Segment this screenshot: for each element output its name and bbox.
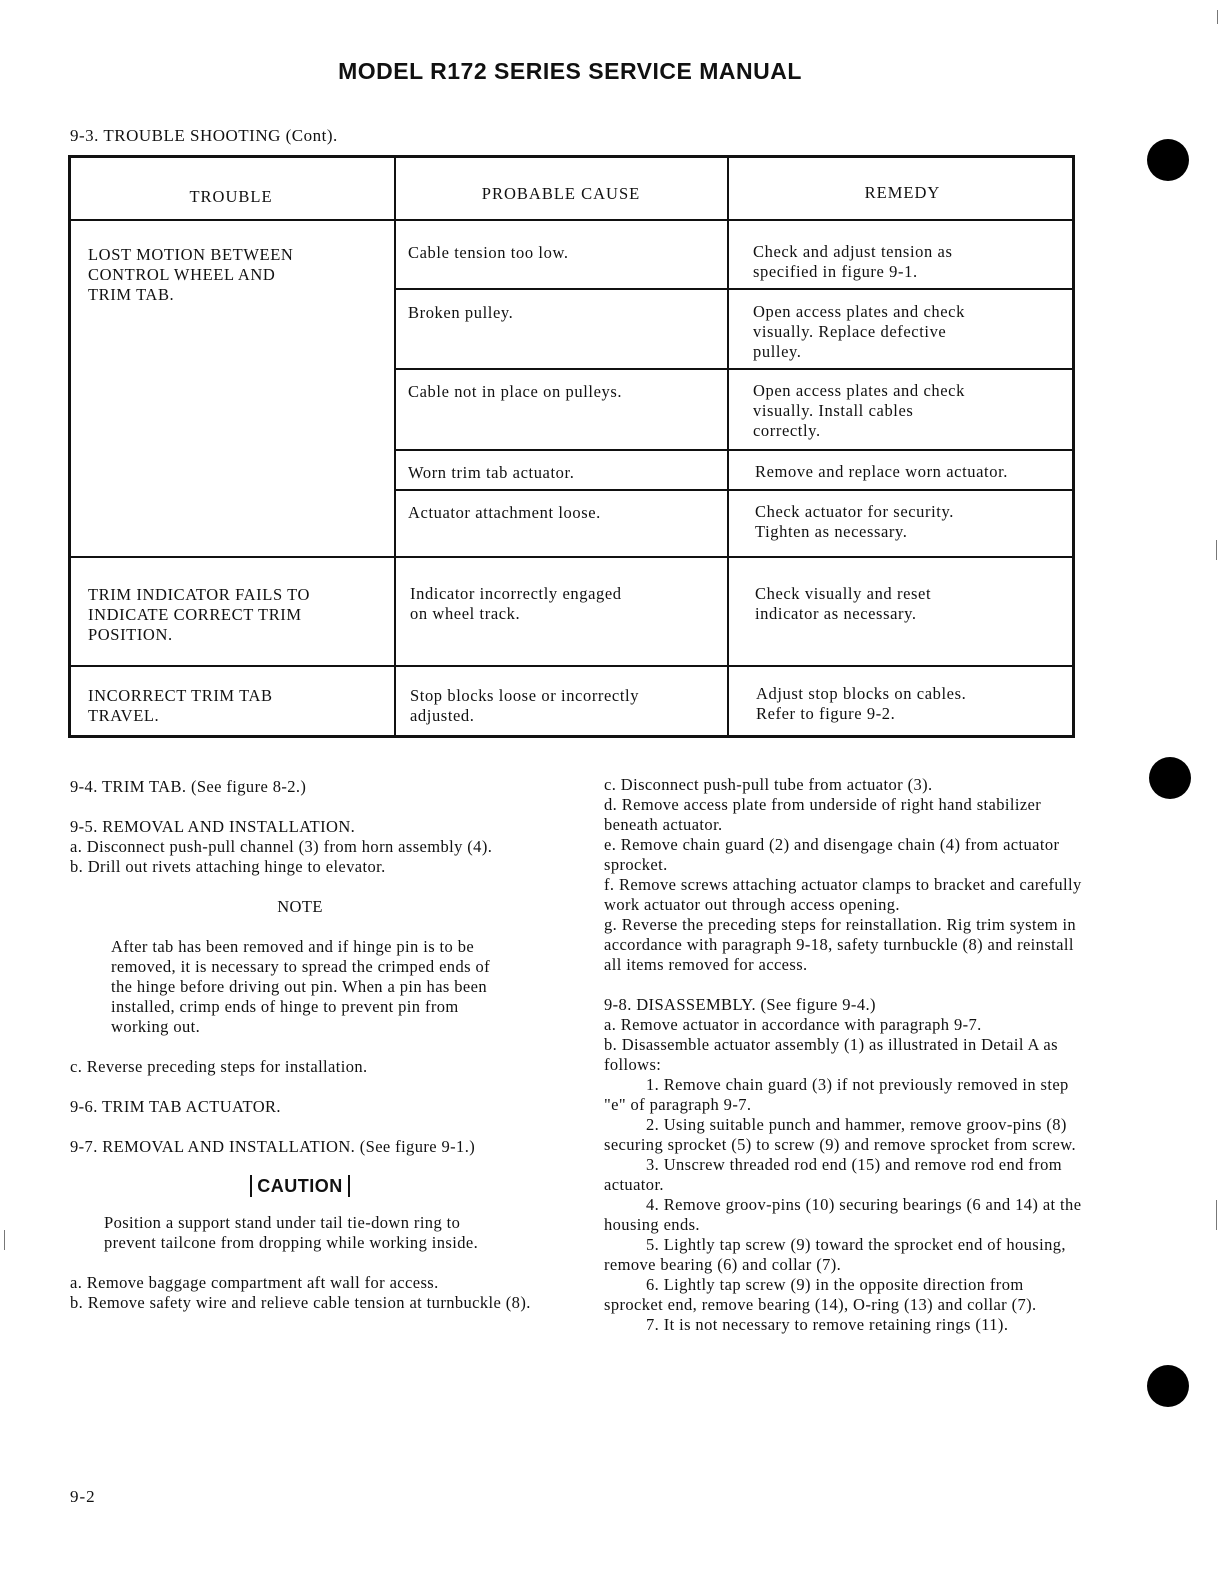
caution-text: Position a support stand under tail tie-down ring to prevent tailcone from dropping while working inside. bbox=[104, 1213, 479, 1252]
left-text-column bbox=[70, 777, 550, 1313]
trouble-cell: TRIM INDICATOR FAILS TO INDICATE CORRECT TRIM POSITION. bbox=[88, 585, 311, 644]
remedy-cell: Check and adjust tension as specified in figure 9-1. bbox=[753, 242, 953, 281]
step-c: c. Reverse preceding steps for installation. bbox=[70, 1057, 368, 1076]
substep-4: 4. Remove groov-pins (10) securing bearings (6 and 14) at the housing ends. bbox=[604, 1195, 1082, 1234]
cause-cell: Worn trim tab actuator. bbox=[408, 463, 575, 482]
substep-6: 6. Lightly tap screw (9) in the opposite direction from sprocket end, remove bearing (14), O-ring (13) and collar (7). bbox=[604, 1275, 1037, 1314]
substep-7: 7. It is not necessary to remove retaining rings (11). bbox=[646, 1315, 1009, 1334]
step-c-disconnect: c. Disconnect push-pull tube from actuator (3). bbox=[604, 775, 933, 794]
step-b-disassemble: b. Disassemble actuator assembly (1) as illustrated in Detail A as follows: bbox=[604, 1035, 1058, 1074]
step-a: a. Disconnect push-pull channel (3) from horn assembly (4). bbox=[70, 837, 493, 856]
caution-label: CAUTION bbox=[250, 1175, 350, 1197]
scan-mark bbox=[1217, 10, 1218, 24]
step-g-reverse: g. Reverse the preceding steps for reinstallation. Rig trim system in accordance with paragraph 9-18, safety turnbuckle (8) and reinstall all items removed for access. bbox=[604, 915, 1077, 974]
binder-hole bbox=[1147, 1365, 1189, 1407]
row-divider bbox=[71, 556, 1072, 558]
scan-mark bbox=[1216, 540, 1217, 560]
paragraph-9-7: 9-7. REMOVAL AND INSTALLATION. (See figure 9-1.) bbox=[70, 1137, 476, 1156]
header-remedy: REMEDY bbox=[864, 183, 941, 202]
step-b: b. Drill out rivets attaching hinge to elevator. bbox=[70, 857, 386, 876]
note-text: After tab has been removed and if hinge pin is to be removed, it is necessary to spread the crimped ends of the hinge before driving out pin. When a pin has been installed, crimp ends of hinge to prevent pin from working out. bbox=[111, 937, 490, 1036]
cause-cell: Cable not in place on pulleys. bbox=[408, 382, 623, 401]
cause-cell: Broken pulley. bbox=[408, 303, 514, 322]
section-heading: 9-3. TROUBLE SHOOTING (Cont). bbox=[70, 126, 338, 145]
cause-cell: Stop blocks loose or incorrectly adjusted. bbox=[410, 686, 640, 725]
trouble-cell: INCORRECT TRIM TAB TRAVEL. bbox=[88, 686, 273, 725]
header-trouble: TROUBLE bbox=[189, 187, 273, 206]
cause-cell: Indicator incorrectly engaged on wheel track. bbox=[410, 584, 622, 623]
trouble-cell: LOST MOTION BETWEEN CONTROL WHEEL AND TRIM TAB. bbox=[88, 245, 294, 304]
remedy-cell: Check visually and reset indicator as necessary. bbox=[755, 584, 932, 623]
scan-mark bbox=[1216, 1200, 1217, 1230]
row-divider bbox=[71, 665, 1072, 667]
scan-mark bbox=[4, 1230, 5, 1250]
remedy-cell: Remove and replace worn actuator. bbox=[755, 462, 1008, 481]
substep-5: 5. Lightly tap screw (9) toward the sprocket end of housing, remove bearing (6) and collar (7). bbox=[604, 1235, 1066, 1274]
remedy-cell: Open access plates and check visually. Install cables correctly. bbox=[753, 381, 965, 440]
right-text-column bbox=[604, 775, 1084, 1335]
step-f-screws: f. Remove screws attaching actuator clamps to bracket and carefully work actuator out through access opening. bbox=[604, 875, 1082, 914]
step-e-chain-guard: e. Remove chain guard (2) and disengage chain (4) from actuator sprocket. bbox=[604, 835, 1060, 874]
step-d-remove-plate: d. Remove access plate from underside of right hand stabilizer beneath actuator. bbox=[604, 795, 1042, 834]
step-b-remove-wire: b. Remove safety wire and relieve cable tension at turnbuckle (8). bbox=[70, 1293, 531, 1312]
row-divider bbox=[394, 368, 1072, 370]
row-divider bbox=[394, 449, 1072, 451]
paragraph-9-4: 9-4. TRIM TAB. (See figure 8-2.) bbox=[70, 777, 307, 796]
column-divider bbox=[727, 158, 729, 735]
step-a-remove-actuator: a. Remove actuator in accordance with paragraph 9-7. bbox=[604, 1015, 982, 1034]
substep-2: 2. Using suitable punch and hammer, remove groov-pins (8) securing sprocket (5) to screw (9) and remove sprocket from screw. bbox=[604, 1115, 1077, 1154]
binder-hole bbox=[1147, 139, 1189, 181]
column-divider bbox=[394, 158, 396, 735]
note-label: NOTE bbox=[277, 897, 323, 916]
cause-cell: Cable tension too low. bbox=[408, 243, 569, 262]
cause-cell: Actuator attachment loose. bbox=[408, 503, 601, 522]
substep-1: 1. Remove chain guard (3) if not previously removed in step "e" of paragraph 9-7. bbox=[604, 1075, 1069, 1114]
page-number: 9-2 bbox=[70, 1487, 96, 1506]
paragraph-9-6: 9-6. TRIM TAB ACTUATOR. bbox=[70, 1097, 281, 1116]
header-probable-cause: PROBABLE CAUSE bbox=[481, 184, 641, 203]
remedy-cell: Adjust stop blocks on cables. Refer to figure 9-2. bbox=[756, 684, 967, 723]
paragraph-9-8: 9-8. DISASSEMBLY. (See figure 9-4.) bbox=[604, 995, 876, 1014]
binder-hole bbox=[1149, 757, 1191, 799]
row-divider bbox=[394, 489, 1072, 491]
remedy-cell: Check actuator for security. Tighten as necessary. bbox=[755, 502, 954, 541]
header-divider bbox=[71, 219, 1072, 221]
row-divider bbox=[394, 288, 1072, 290]
troubleshooting-table bbox=[68, 155, 1075, 738]
substep-3: 3. Unscrew threaded rod end (15) and remove rod end from actuator. bbox=[604, 1155, 1062, 1194]
page-title: MODEL R172 SERIES SERVICE MANUAL bbox=[338, 58, 802, 84]
remedy-cell: Open access plates and check visually. Replace defective pulley. bbox=[753, 302, 965, 361]
step-a-remove-wall: a. Remove baggage compartment aft wall for access. bbox=[70, 1273, 439, 1292]
paragraph-9-5: 9-5. REMOVAL AND INSTALLATION. bbox=[70, 817, 356, 836]
